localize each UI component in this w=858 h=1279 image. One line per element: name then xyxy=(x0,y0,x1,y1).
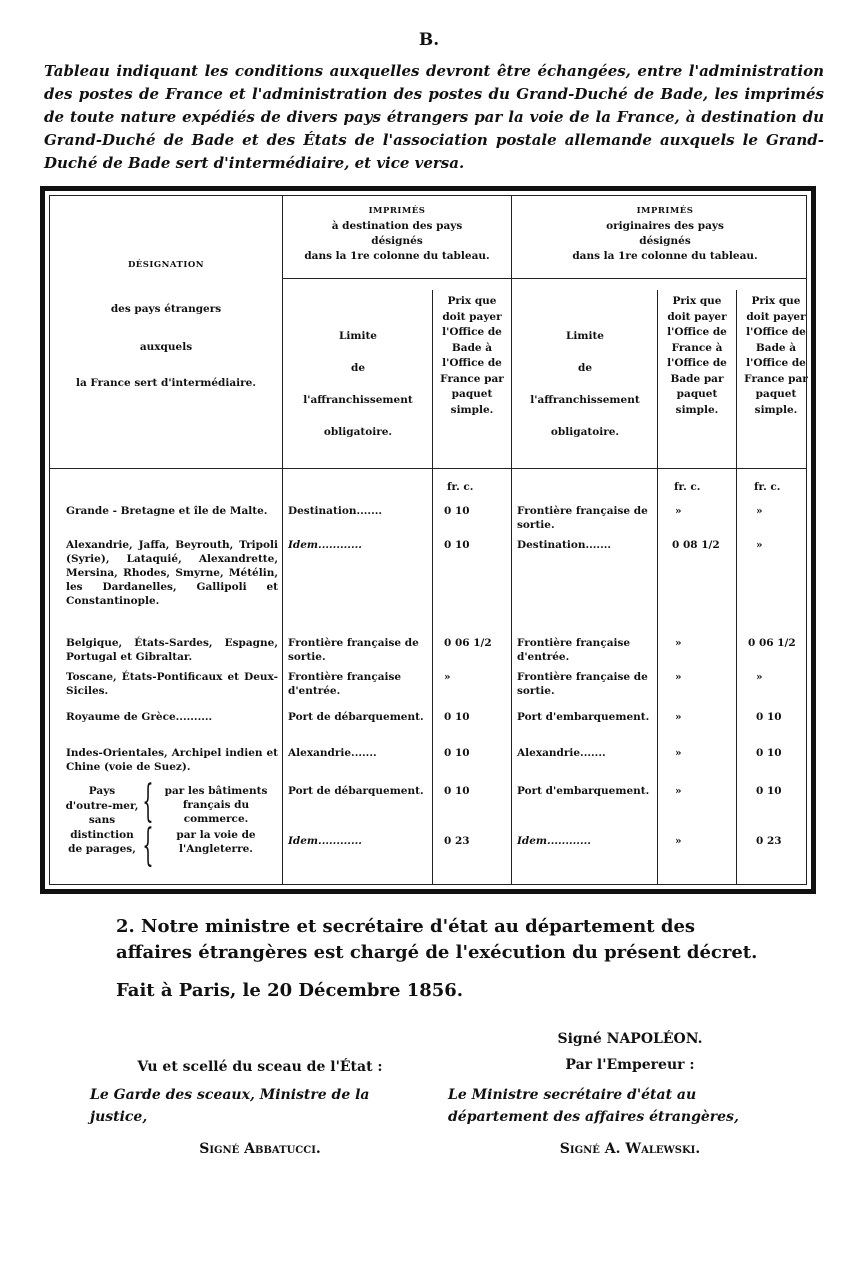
row1-prix1: 0 10 xyxy=(444,505,470,517)
row7-prix2: » xyxy=(675,785,682,797)
row8-limite2: Idem............ xyxy=(517,835,591,847)
col1-header-line3: auxquels xyxy=(139,341,193,353)
outremer-via2: par la voie de l'Angleterre. xyxy=(176,829,256,855)
row1-prix2: » xyxy=(675,505,682,517)
limite-header-1: Limite de l'affranchissement obligatoire. xyxy=(303,330,413,438)
row6-prix3: 0 10 xyxy=(756,747,782,759)
prix-header-bade-to-france-2: Prix que doit payer l'Office de Bade à l'Office de France par paquet simple. xyxy=(744,295,808,416)
row6-prix2: » xyxy=(675,747,682,759)
row3-prix1: 0 06 1/2 xyxy=(444,637,492,649)
row2-prix2: 0 08 1/2 xyxy=(672,539,720,551)
row4-country: Toscane, États-Pontificaux et Deux-Siciles. xyxy=(66,671,278,697)
row2-country: Alexandrie, Jaffa, Beyrouth, Tripoli (Syrie), Lataquié, Alexandrette, Mersina, Rhodes, Smyrne, Métélin, les Dardanelles, Gallipoli et Constantinople. xyxy=(66,539,278,607)
row5-country: Royaume de Grèce.......... xyxy=(66,711,213,723)
prix-header-france-to-bade: Prix que doit payer l'Office de France à l'Office de Bade par paquet simple. xyxy=(667,295,727,416)
unit-1: fr. c. xyxy=(447,481,474,493)
row7-prix3: 0 10 xyxy=(756,785,782,797)
row3-prix2: » xyxy=(675,637,682,649)
row3-limite2: Frontière française d'entrée. xyxy=(517,637,631,663)
fait-a-paris: Fait à Paris, le 20 Décembre 1856. xyxy=(116,980,464,1001)
row2-limite2: Destination....... xyxy=(517,539,612,551)
row4-limite1: Frontière française d'entrée. xyxy=(288,671,402,697)
signe-abbatucci: Signé Abbatucci. xyxy=(199,1141,321,1157)
par-empereur: Par l'Empereur : xyxy=(565,1057,695,1073)
article-2: 2. Notre ministre et secrétaire d'état au département des affaires étrangères est chargé de l'exécution du présent décret. xyxy=(116,916,758,963)
row6-limite2: Alexandrie....... xyxy=(517,747,606,759)
col1-header-line4: la France sert d'intermédiaire. xyxy=(75,377,257,389)
col1-header-title: DÉSIGNATION xyxy=(127,260,205,270)
row4-limite2: Frontière française de sortie. xyxy=(517,671,648,697)
row5-prix3: 0 10 xyxy=(756,711,782,723)
row8-prix3: 0 23 xyxy=(756,835,782,847)
row3-prix3: 0 06 1/2 xyxy=(748,637,796,649)
vu-et-scelle: Vu et scellé du sceau de l'État : xyxy=(137,1059,383,1075)
row5-limite2: Port d'embarquement. xyxy=(517,711,650,723)
row1-country: Grande - Bretagne et île de Malte. xyxy=(66,505,268,517)
row5-limite1: Port de débarquement. xyxy=(288,711,424,723)
row8-prix1: 0 23 xyxy=(444,835,470,847)
ministre-affaires-etrangeres: Le Ministre secrétaire d'état au département des affaires étrangères, xyxy=(448,1087,739,1125)
group1-header: IMPRIMÉS à destination des pays désignés dans la 1re colonne du tableau. xyxy=(304,206,490,262)
row3-limite1: Frontière française de sortie. xyxy=(288,637,419,663)
group2-header: IMPRIMÉS originaires des pays désignés dans la 1re colonne du tableau. xyxy=(572,206,758,262)
row8-prix2: » xyxy=(675,835,682,847)
unit-3: fr. c. xyxy=(754,481,781,493)
row4-prix2: » xyxy=(675,671,682,683)
col1-header-line2: des pays étrangers xyxy=(110,303,222,315)
row6-prix1: 0 10 xyxy=(444,747,470,759)
limite-header-2: Limite de l'affranchissement obligatoire. xyxy=(530,330,640,438)
annex-letter: B. xyxy=(418,30,440,50)
row7-prix1: 0 10 xyxy=(444,785,470,797)
row5-prix1: 0 10 xyxy=(444,711,470,723)
outremer-via1: par les bâtiments français du commerce. xyxy=(164,785,268,825)
row1-limite2: Frontière française de sortie. xyxy=(517,505,648,531)
row2-limite1: Idem............ xyxy=(288,539,362,551)
row2-prix1: 0 10 xyxy=(444,539,470,551)
row6-country: Indes-Orientales, Archipel indien et Chine (voie de Suez). xyxy=(66,747,278,773)
row3-country: Belgique, États-Sardes, Espagne, Portugal et Gibraltar. xyxy=(66,637,278,663)
outremer-label: Pays d'outre-mer, sans distinction de parages, xyxy=(65,785,139,855)
row4-prix1: » xyxy=(444,671,451,683)
prix-header-bade-to-france: Prix que doit payer l'Office de Bade à l'Office de France par paquet simple. xyxy=(440,295,504,416)
rates-table: DÉSIGNATION des pays étrangers auxquels la France sert d'intermédiaire. IMPRIMÉS à destination des pays désignés dans la 1re colonne du tableau. IMPRIMÉS originaires des pays désignés dans la 1re colonne du tableau. Limite de l'affranchissement obligatoire. Limite de l'affranchissement obligatoire. Prix que doit payer l'Office de Bade à l'Office de France par paquet simple. Prix que doit payer l'Office de France à l'Office de Bade par paquet simple. Prix que doit payer l'Office de Bade à l'Office de France par paquet simple. fr. c. fr. c. fr. c. Grande - Bretagne et île de Malte. Destination....... 0 10 Frontière française de sortie. » » Alexandrie, Jaffa, Beyrouth, Tripoli (Syrie), Lataquié, Alexandrette, Mersina, Rhodes, Smyrne, Métélin, les Dardanelles, Gallipoli et Constantinople. Idem............ 0 10 Destination....... 0 08 1/2 » Belgique, États-Sardes, Espagne, Portugal et Gibraltar. Frontière française de sortie. 0 06 1/2 Frontière française d'entrée. » 0 06 1/2 Toscane, États-Pontificaux et Deux-Siciles. Frontière française d'entrée. » Frontière française de sortie. » » Royaume de Grèce.......... Port de débarquement. 0 10 Port d'embarquement. » 0 10 Indes-Orientales, Archipel indien et Chine (voie de Suez). Alexandrie....... 0 10 Alexandrie....... » 0 10 Pays d'outre-mer, sans distinction de parages, { { par les bâtiments français du commerce. par la voie de l'Angleterre. Port de débarquement. 0 10 Port d'embarquement. » 0 10 Idem............ 0 23 Idem............ » 0 23 xyxy=(40,186,816,894)
signe-walewski: Signé A. Walewski. xyxy=(559,1141,701,1157)
unit-2: fr. c. xyxy=(674,481,701,493)
row7-limite2: Port d'embarquement. xyxy=(517,785,650,797)
garde-des-sceaux: Le Garde des sceaux, Ministre de la justice, xyxy=(90,1087,370,1125)
row7-limite1: Port de débarquement. xyxy=(288,785,424,797)
signe-napoleon: Signé NAPOLÉON. xyxy=(557,1031,703,1047)
row5-prix2: » xyxy=(675,711,682,723)
table-caption: Tableau indiquant les conditions auxquelles devront être échangées, entre l'administration des postes de France et l'administration des postes du Grand-Duché de Bade, les imprimés de toute nature expédiés de divers pays étrangers par la voie de la France, à destination du Grand-Duché de Bade et des États de l'association postale allemande auxquels le Grand-Duché de Bade sert d'intermédiaire, et vice versa. xyxy=(44,62,824,172)
row2-prix3: » xyxy=(756,539,763,551)
row1-prix3: » xyxy=(756,505,763,517)
row8-limite1: Idem............ xyxy=(288,835,362,847)
row6-limite1: Alexandrie....... xyxy=(288,747,377,759)
row1-limite1: Destination....... xyxy=(288,505,383,517)
row4-prix3: » xyxy=(756,671,763,683)
